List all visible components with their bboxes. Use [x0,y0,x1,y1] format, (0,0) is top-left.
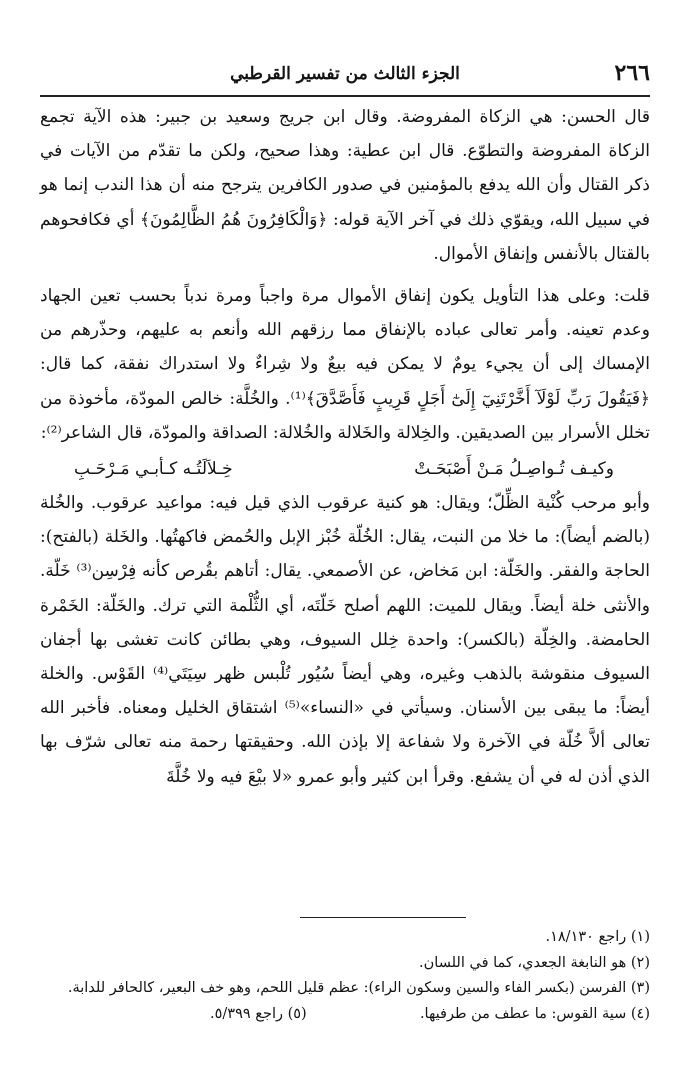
footnote-4: (٤) سية القوس: ما عطف من طرفيها. [419,1005,650,1022]
verse-first-hemistich: وكيـف تُـواصِـلُ مَـنْ أَصْبَحَـتْ [414,459,614,480]
main-text [40,100,650,794]
footnote-5: (٥) راجع ٥/٣٩٩. [210,1005,307,1022]
paragraph-2: قلت: وعلى هذا التأويل يكون إنفاق الأموال مرة واجباً ومرة ندباً بحسب تعين الجهاد وعدم تعينه. وأمر تعالى عباده بالإنفاق مما رزقهم الله وأنعم به عليهم، وحذّرهم من الإمساك إلى أن يجيء يومٌ لا يمكن فيه بيعٌ ولا شِراءٌ ولا استدراك نفقة، كما قال: ﴿فَيَقُولَ رَبِّ لَوْلَآ أَخَّرْتَنِيٓ إِلَىٰٓ أَجَلٍ قَرِيبٍ فَأَصَّدَّقَ﴾⁽¹⁾. والخُلَّة: خالص المودّة، مأخوذة من تخلل الأسرار بين الصديقين. والخِلالة والخَلالة والخُلالة: الصداقة والمودّة، قال الشاعر⁽²⁾: [40,286,651,443]
header-rule [40,95,650,97]
footnote-row [40,1002,650,1028]
footnote-2: (٢) هو النابغة الجعدي، كما في اللسان. [419,954,650,971]
verse-second-hemistich: خِـلاَلَتُـه كـأبـي مَـرْحَـبِ [74,459,233,480]
page-number: ٢٦٦ [614,60,650,86]
paragraph-1: قال الحسن: هي الزكاة المفروضة. وقال ابن جريج وسعيد بن جبير: هذه الآية تجمع الزكاة المفروضة والتطوّع. قال ابن عطية: وهذا صحيح، ولكن ما تقدّم من الآيات في ذكر القتال وأن الله يدفع بالمؤمنين في صدور الكافرين يترجح منه أن هذا الندب إنما هو في سبيل الله، ويقوّي ذلك في آخر الآية قوله: ﴿وَالْكَافِرُونَ هُمُ الظَّالِمُونَ﴾ أي فكافحوهم بالقتال بالأنفس وإنفاق الأموال. [40,107,650,264]
footnote-rule [300,917,466,918]
footnotes [40,925,650,1027]
running-title: الجزء الثالث من تفسير القرطبي [230,64,460,84]
footnote-1: (١) راجع ١٨/١٣٠. [545,929,650,945]
footnote-3: (٣) الفرسن (بكسر الفاء والسين وسكون الراء): عظم قليل اللحم، وهو خف البعير، كالحافر للدابة. [67,980,650,996]
poetry-verse [40,452,650,486]
page-header [40,58,650,92]
paragraph-3: وأبو مرحب كُنْية الظِّلّ؛ ويقال: هو كنية عرقوب الذي قيل فيه: مواعيد عرقوب. والخُلة (بالضم أيضاً): ما خلا من النبت، يقال: الخُلّة خُبْز الإبل والحُمض فاكهتُها. والخَلة (بالفتح): الحاجة والفقر. والخَلّة: ابن مَخاض، عن الأصمعي. يقال: أتاهم بقُرص كأنه فِرْسِن⁽³⁾ خَلّة. والأنثى خلة أيضاً. ويقال للميت: اللهم أصلح خَلّتَه، أي الثُّلْمة التي ترك. والخَلّة: الخَمْرة الحامضة. والخِلّة (بالكسر): واحدة خِلل السيوف، وهي بطائن كانت تغشى بها أجفان السيوف منقوشة بالذهب وغيره، وهي أيضاً سُيُور تُلْبس ظهر سِيَتَي⁽⁴⁾ القَوْس. والخلة أيضاً: ما يبقى بين الأسنان. وسيأتي في «النساء»⁽⁵⁾ اشتقاق الخليل ومعناه. فأخبر الله تعالى ألاَّ خُلّة في الآخرة ولا شفاعة إلا بإذن الله. وحقيقتها رحمة منه تعالى شرّف بها الذي أذن له في أن يشفع. وقرأ ابن كثير وأبو عمرو «لا بيْعَ فيه ولا خُلَّةَ [40,493,651,787]
